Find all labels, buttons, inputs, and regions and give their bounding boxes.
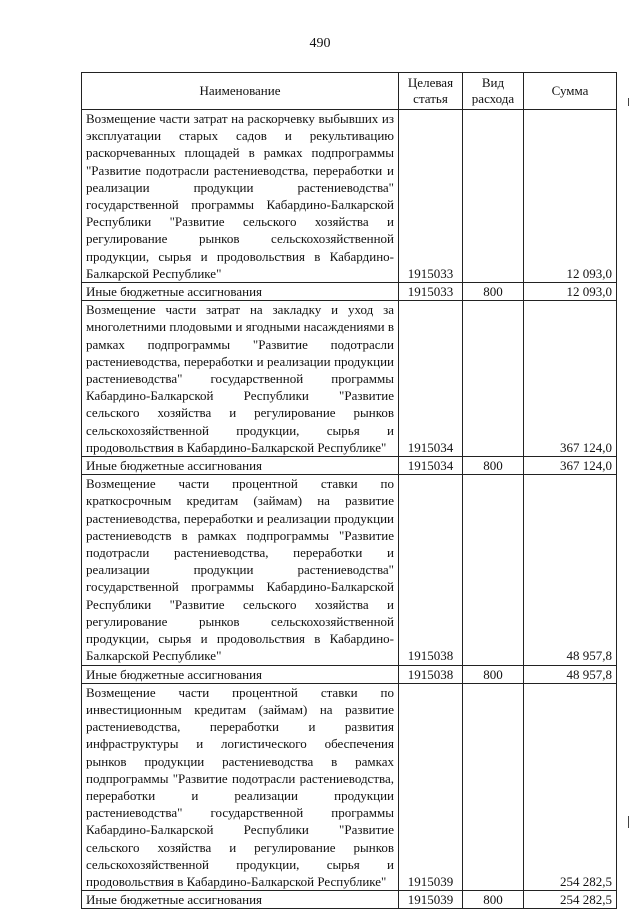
row-amount: 367 124,0	[524, 457, 617, 475]
row-name: Возмещение части процентной ставки по краткосрочным кредитам (займам) на развитие растениеводства, переработки и реализации продукции растениеводств в рамках подпрограммы "Развитие подотрасли растениеводства, переработки и реализации продукции растениеводства" государственной программы Кабардино-Балкарской Республики "Развитие сельского хозяйства и регулирование рынков сельскохозяйственной продукции, сырья и продовольствия в Кабардино-Балкарской Республике"	[82, 475, 399, 665]
table-row	[82, 283, 617, 301]
row-name: Возмещение части процентной ставки по инвестиционным кредитам (займам) на развитие растениеводства, переработки и развития инфраструктуры и логистического обеспечения рынков продукции растениеводства в рамках подпрограммы "Развитие подотрасли растениеводства, переработки и реализации продукции растениеводства" государственной программы Кабардино-Балкарской Республики "Развитие сельского хозяйства и регулирование рынков сельскохозяйственной продукции, сырья и продовольствия в Кабардино-Балкарской Республике"	[82, 683, 399, 890]
row-amount: 48 957,8	[524, 665, 617, 683]
row-target-article: 1915038	[399, 665, 463, 683]
row-amount: 254 282,5	[524, 683, 617, 890]
header-name: Наименование	[82, 73, 399, 110]
row-amount: 367 124,0	[524, 301, 617, 457]
row-name: Иные бюджетные ассигнования	[82, 891, 399, 909]
row-expense-type	[463, 301, 524, 457]
row-expense-type: 800	[463, 891, 524, 909]
row-amount: 12 093,0	[524, 283, 617, 301]
table-row	[82, 891, 617, 909]
row-amount: 48 957,8	[524, 475, 617, 665]
table-row	[82, 110, 617, 283]
row-name: Возмещение части затрат на раскорчевку выбывших из эксплуатации старых садов и рекультивацию раскорчеванных площадей в рамках подпрограммы "Развитие подотрасли растениеводства, переработки и реализации продукции растениеводства" государственной программы Кабардино-Балкарской Республики "Развитие сельского хозяйства и регулирование рынков сельскохозяйственной продукции, сырья и продовольствия в Кабардино-Балкарской Республике"	[82, 110, 399, 283]
row-expense-type: 800	[463, 665, 524, 683]
header-amount: Сумма	[524, 73, 617, 110]
table-header-row	[82, 73, 617, 110]
margin-mark	[628, 98, 629, 106]
row-expense-type	[463, 475, 524, 665]
row-target-article: 1915033	[399, 283, 463, 301]
row-expense-type: 800	[463, 283, 524, 301]
header-target-article: Целевая статья	[399, 73, 463, 110]
table-row	[82, 301, 617, 457]
row-target-article: 1915039	[399, 683, 463, 890]
row-target-article: 1915033	[399, 110, 463, 283]
row-expense-type	[463, 110, 524, 283]
page-number: 490	[309, 36, 331, 51]
row-expense-type	[463, 683, 524, 890]
row-target-article: 1915039	[399, 891, 463, 909]
row-name: Иные бюджетные ассигнования	[82, 457, 399, 475]
table-row	[82, 665, 617, 683]
row-name: Возмещение части затрат на закладку и уход за многолетними плодовыми и ягодными насаждениями в рамках подпрограммы "Развитие подотрасли растениеводства, переработки и реализации продукции растениеводства" государственной программы Кабардино-Балкарской Республики "Развитие сельского хозяйства и регулирование рынков сельскохозяйственной продукции, сырья и продовольствия в Кабардино-Балкарской Республике"	[82, 301, 399, 457]
margin-mark	[628, 816, 629, 828]
row-amount: 12 093,0	[524, 110, 617, 283]
table-row	[82, 457, 617, 475]
budget-table	[81, 72, 617, 909]
row-name: Иные бюджетные ассигнования	[82, 283, 399, 301]
row-name: Иные бюджетные ассигнования	[82, 665, 399, 683]
row-target-article: 1915034	[399, 457, 463, 475]
row-target-article: 1915034	[399, 301, 463, 457]
header-expense-type: Вид расхода	[463, 73, 524, 110]
row-target-article: 1915038	[399, 475, 463, 665]
row-amount: 254 282,5	[524, 891, 617, 909]
row-expense-type: 800	[463, 457, 524, 475]
table-row	[82, 475, 617, 665]
table-row	[82, 683, 617, 890]
